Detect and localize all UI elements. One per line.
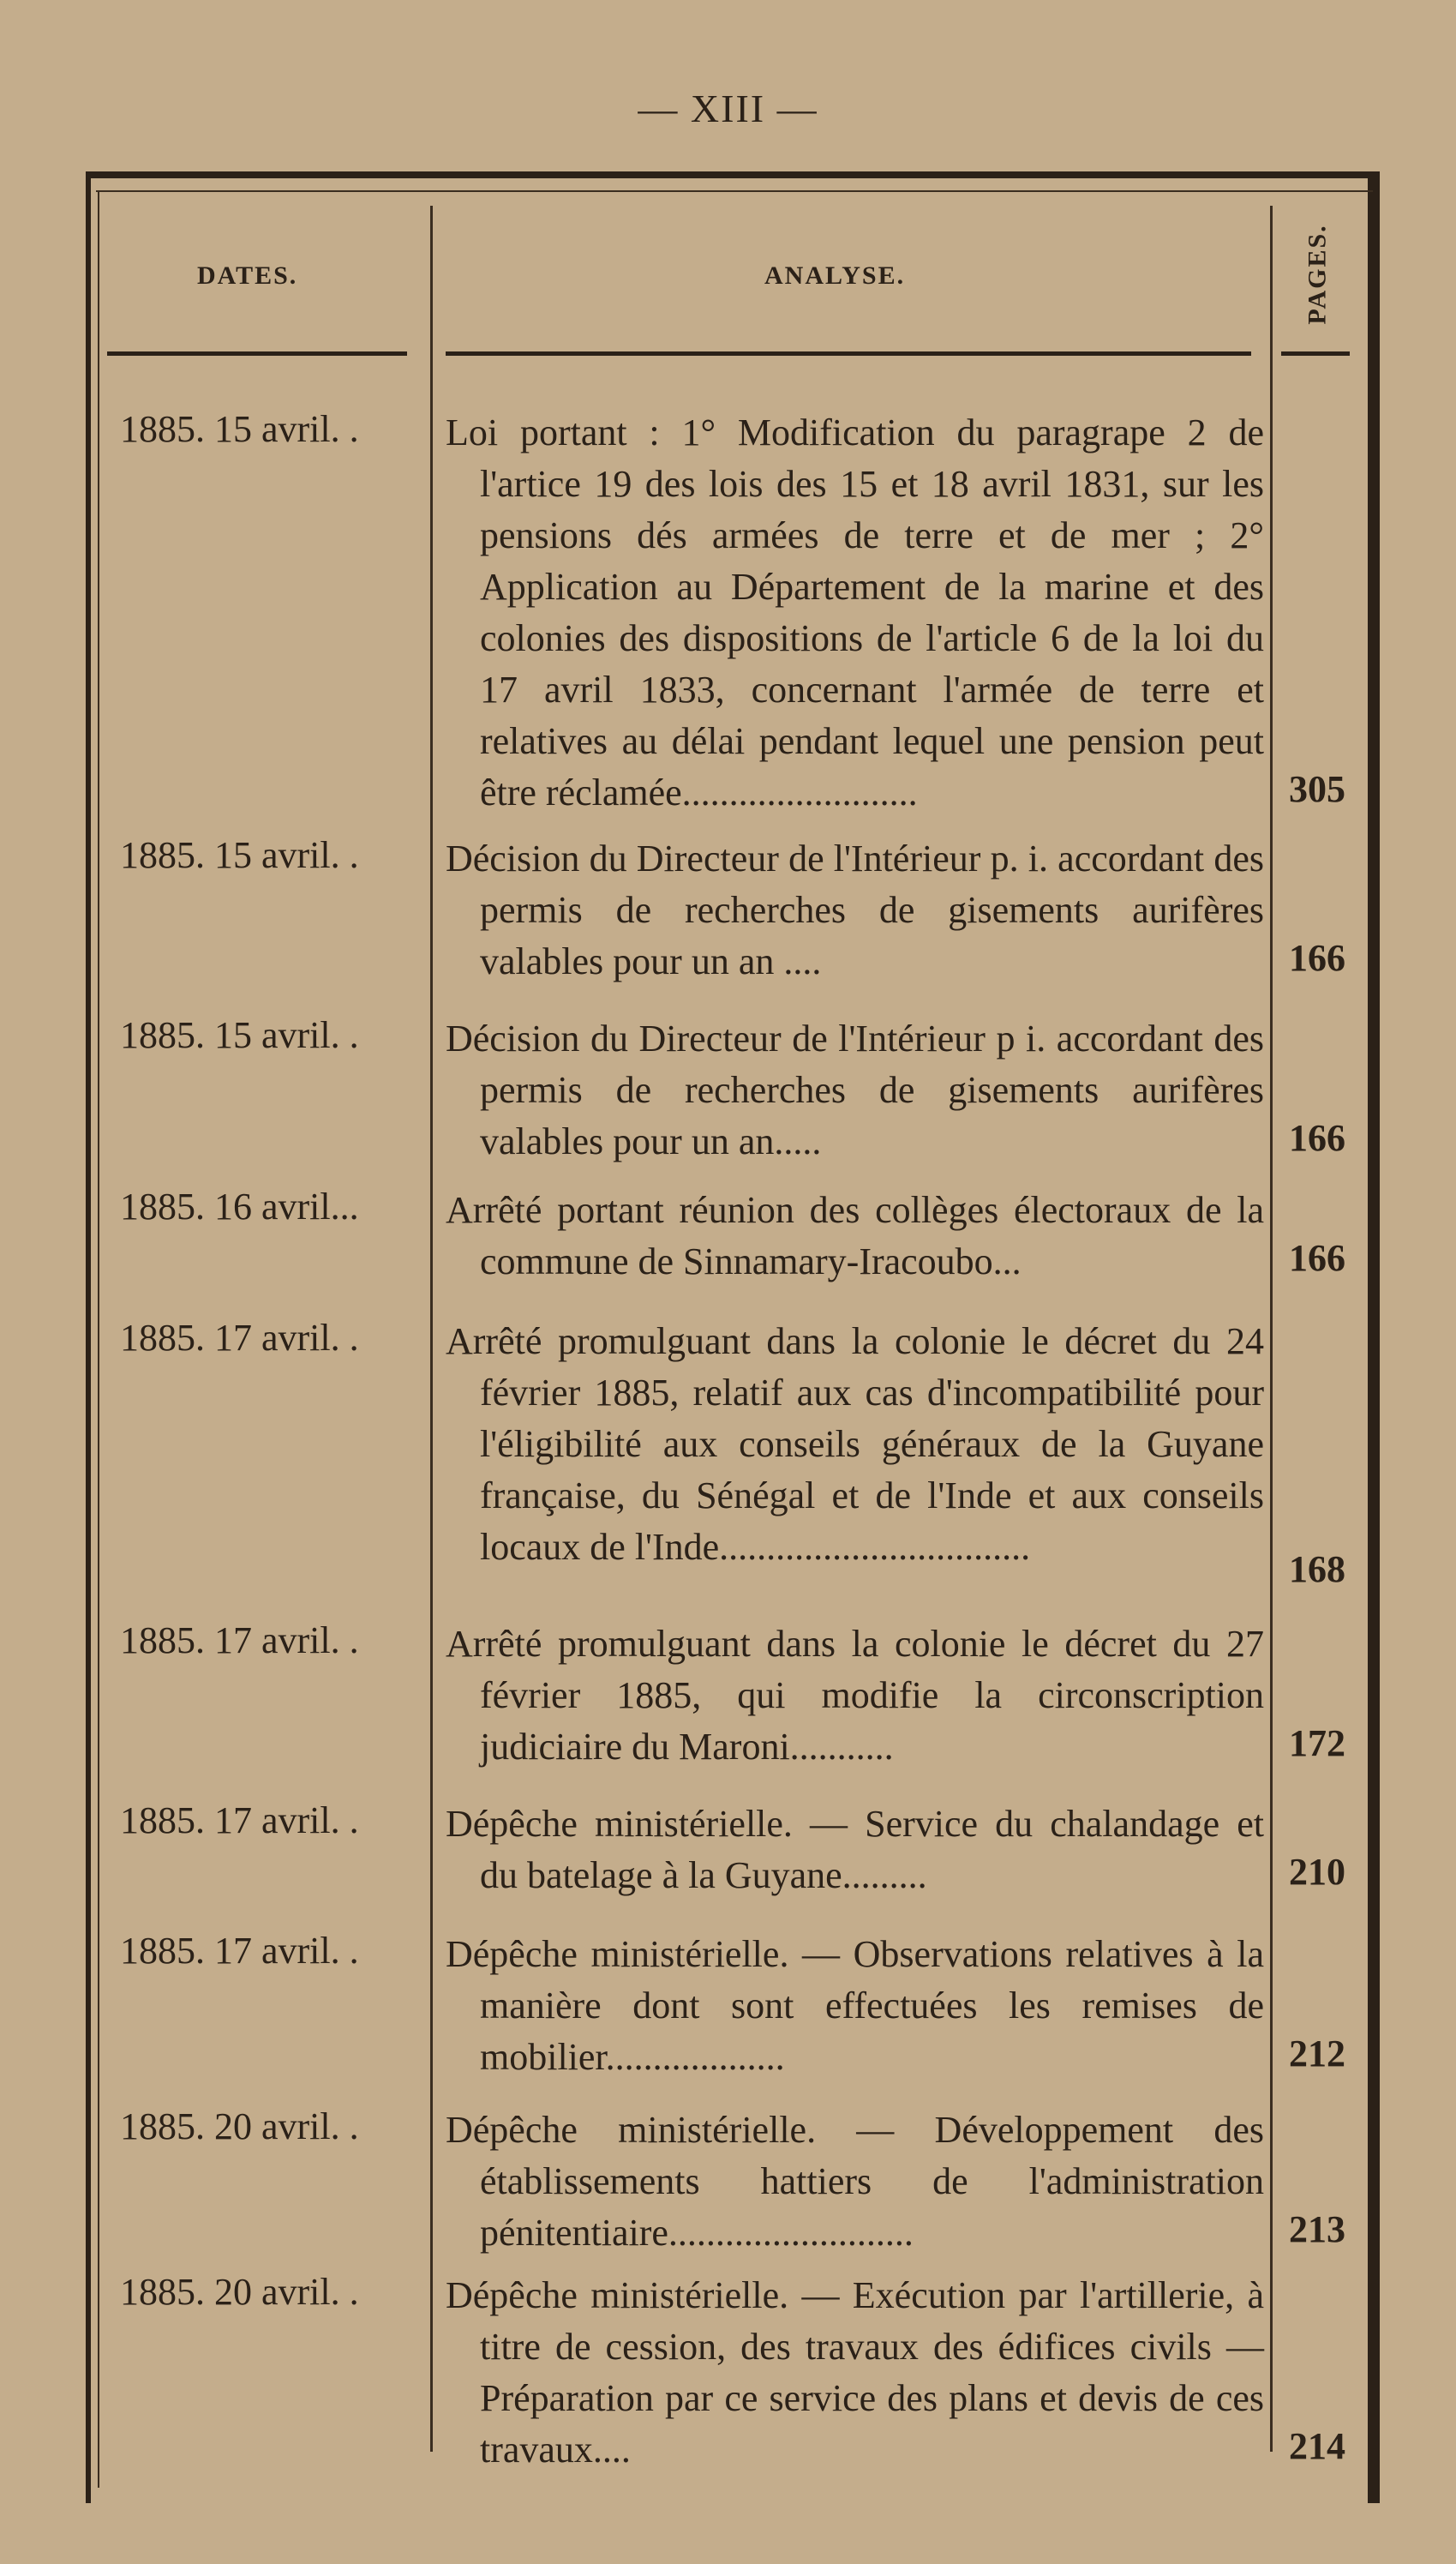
entry-analysis: Arrêté promulguant dans la colonie le décret du 27 février 1885, qui modifie la circonscription judiciaire du Maroni...........: [446, 1623, 1264, 1768]
entry-page: 214: [1289, 2425, 1345, 2467]
entry-analysis: Décision du Directeur de l'Intérieur p i. accordant des permis de recherches de gisements aurifères valables pour un an.....: [446, 1018, 1264, 1162]
entry-date: 1885. 17 avril. .: [120, 1799, 359, 1841]
entry-page: 168: [1289, 1548, 1345, 1590]
column-divider-dates: [430, 206, 433, 2452]
entry-date: 1885. 15 avril. .: [120, 1014, 359, 1056]
entry-analysis: Dépêche ministérielle. — Observations relatives à la manière dont sont effectuées les remises de mobilier...................: [446, 1933, 1264, 2078]
entry-date: 1885. 17 avril. .: [120, 1619, 359, 1661]
entry-date: 1885. 20 avril. .: [120, 2105, 359, 2147]
entry-analysis: Dépêche ministérielle. — Exécution par l'artillerie, à titre de cession, des travaux des édifices civils — Préparation par ce service des plans et devis de ces travaux....: [446, 2274, 1264, 2471]
entry-page: 305: [1289, 768, 1345, 810]
entry-date: 1885. 20 avril. .: [120, 2271, 359, 2313]
entry-analysis: Arrêté promulguant dans la colonie le décret du 24 février 1885, relatif aux cas d'incompatibilité pour l'éligibilité aux conseils généraux de la Guyane française, du Sénégal et de l'Inde et aux conseils locaux de l'Inde.................................: [446, 1320, 1264, 1568]
entry-page: 172: [1289, 1722, 1345, 1764]
entry-page: 210: [1289, 1851, 1345, 1893]
entry-date: 1885. 16 avril...: [120, 1186, 359, 1228]
table-inner-rule-left: [98, 190, 99, 2488]
entry-analysis: Arrêté portant réunion des collèges électoraux de la commune de Sinnamary-Iracoubo...: [446, 1189, 1264, 1282]
entry-page: 166: [1289, 937, 1345, 979]
entry-page: 166: [1289, 1237, 1345, 1279]
entry-date: 1885. 15 avril. .: [120, 408, 359, 450]
entry-page: 213: [1289, 2208, 1345, 2250]
entry-date: 1885. 15 avril. .: [120, 834, 359, 876]
entry-analysis: Dépêche ministérielle. — Développement des établissements hattiers de l'administration pénitentiaire..........................: [446, 2109, 1264, 2254]
entry-page: 166: [1289, 1117, 1345, 1159]
entry-analysis: Loi portant : 1° Modification du paragrape 2 de l'artice 19 des lois des 15 et 18 avril 1831, sur les pensions dés armées de terre et de mer ; 2° Application au Département de la marine et des colonies des dispositions de l'article 6 de la loi du 17 avril 1833, concernant l'armée de terre et relatives au délai pendant lequel une pension peut être réclamée.........................: [446, 411, 1264, 814]
header-rule-dates: [107, 351, 407, 356]
header-rule-pages: [1281, 351, 1350, 356]
entry-analysis: Dépêche ministérielle. — Service du chalandage et du batelage à la Guyane.........: [446, 1803, 1264, 1896]
table-inner-rule: [96, 190, 1373, 192]
entry-date: 1885. 17 avril. .: [120, 1930, 359, 1972]
column-header-pages: PAGES.: [1303, 224, 1333, 325]
header-rule-analyse: [446, 351, 1251, 356]
column-header-dates: DATES.: [197, 261, 298, 290]
column-divider-pages: [1270, 206, 1273, 2452]
page-number-header: — XIII —: [638, 87, 818, 130]
entry-analysis: Décision du Directeur de l'Intérieur p. i. accordant des permis de recherches de gisements aurifères valables pour un an ....: [446, 838, 1264, 982]
entry-page: 212: [1289, 2033, 1345, 2075]
column-header-analyse: ANALYSE.: [764, 261, 906, 290]
entry-date: 1885. 17 avril. .: [120, 1317, 359, 1359]
